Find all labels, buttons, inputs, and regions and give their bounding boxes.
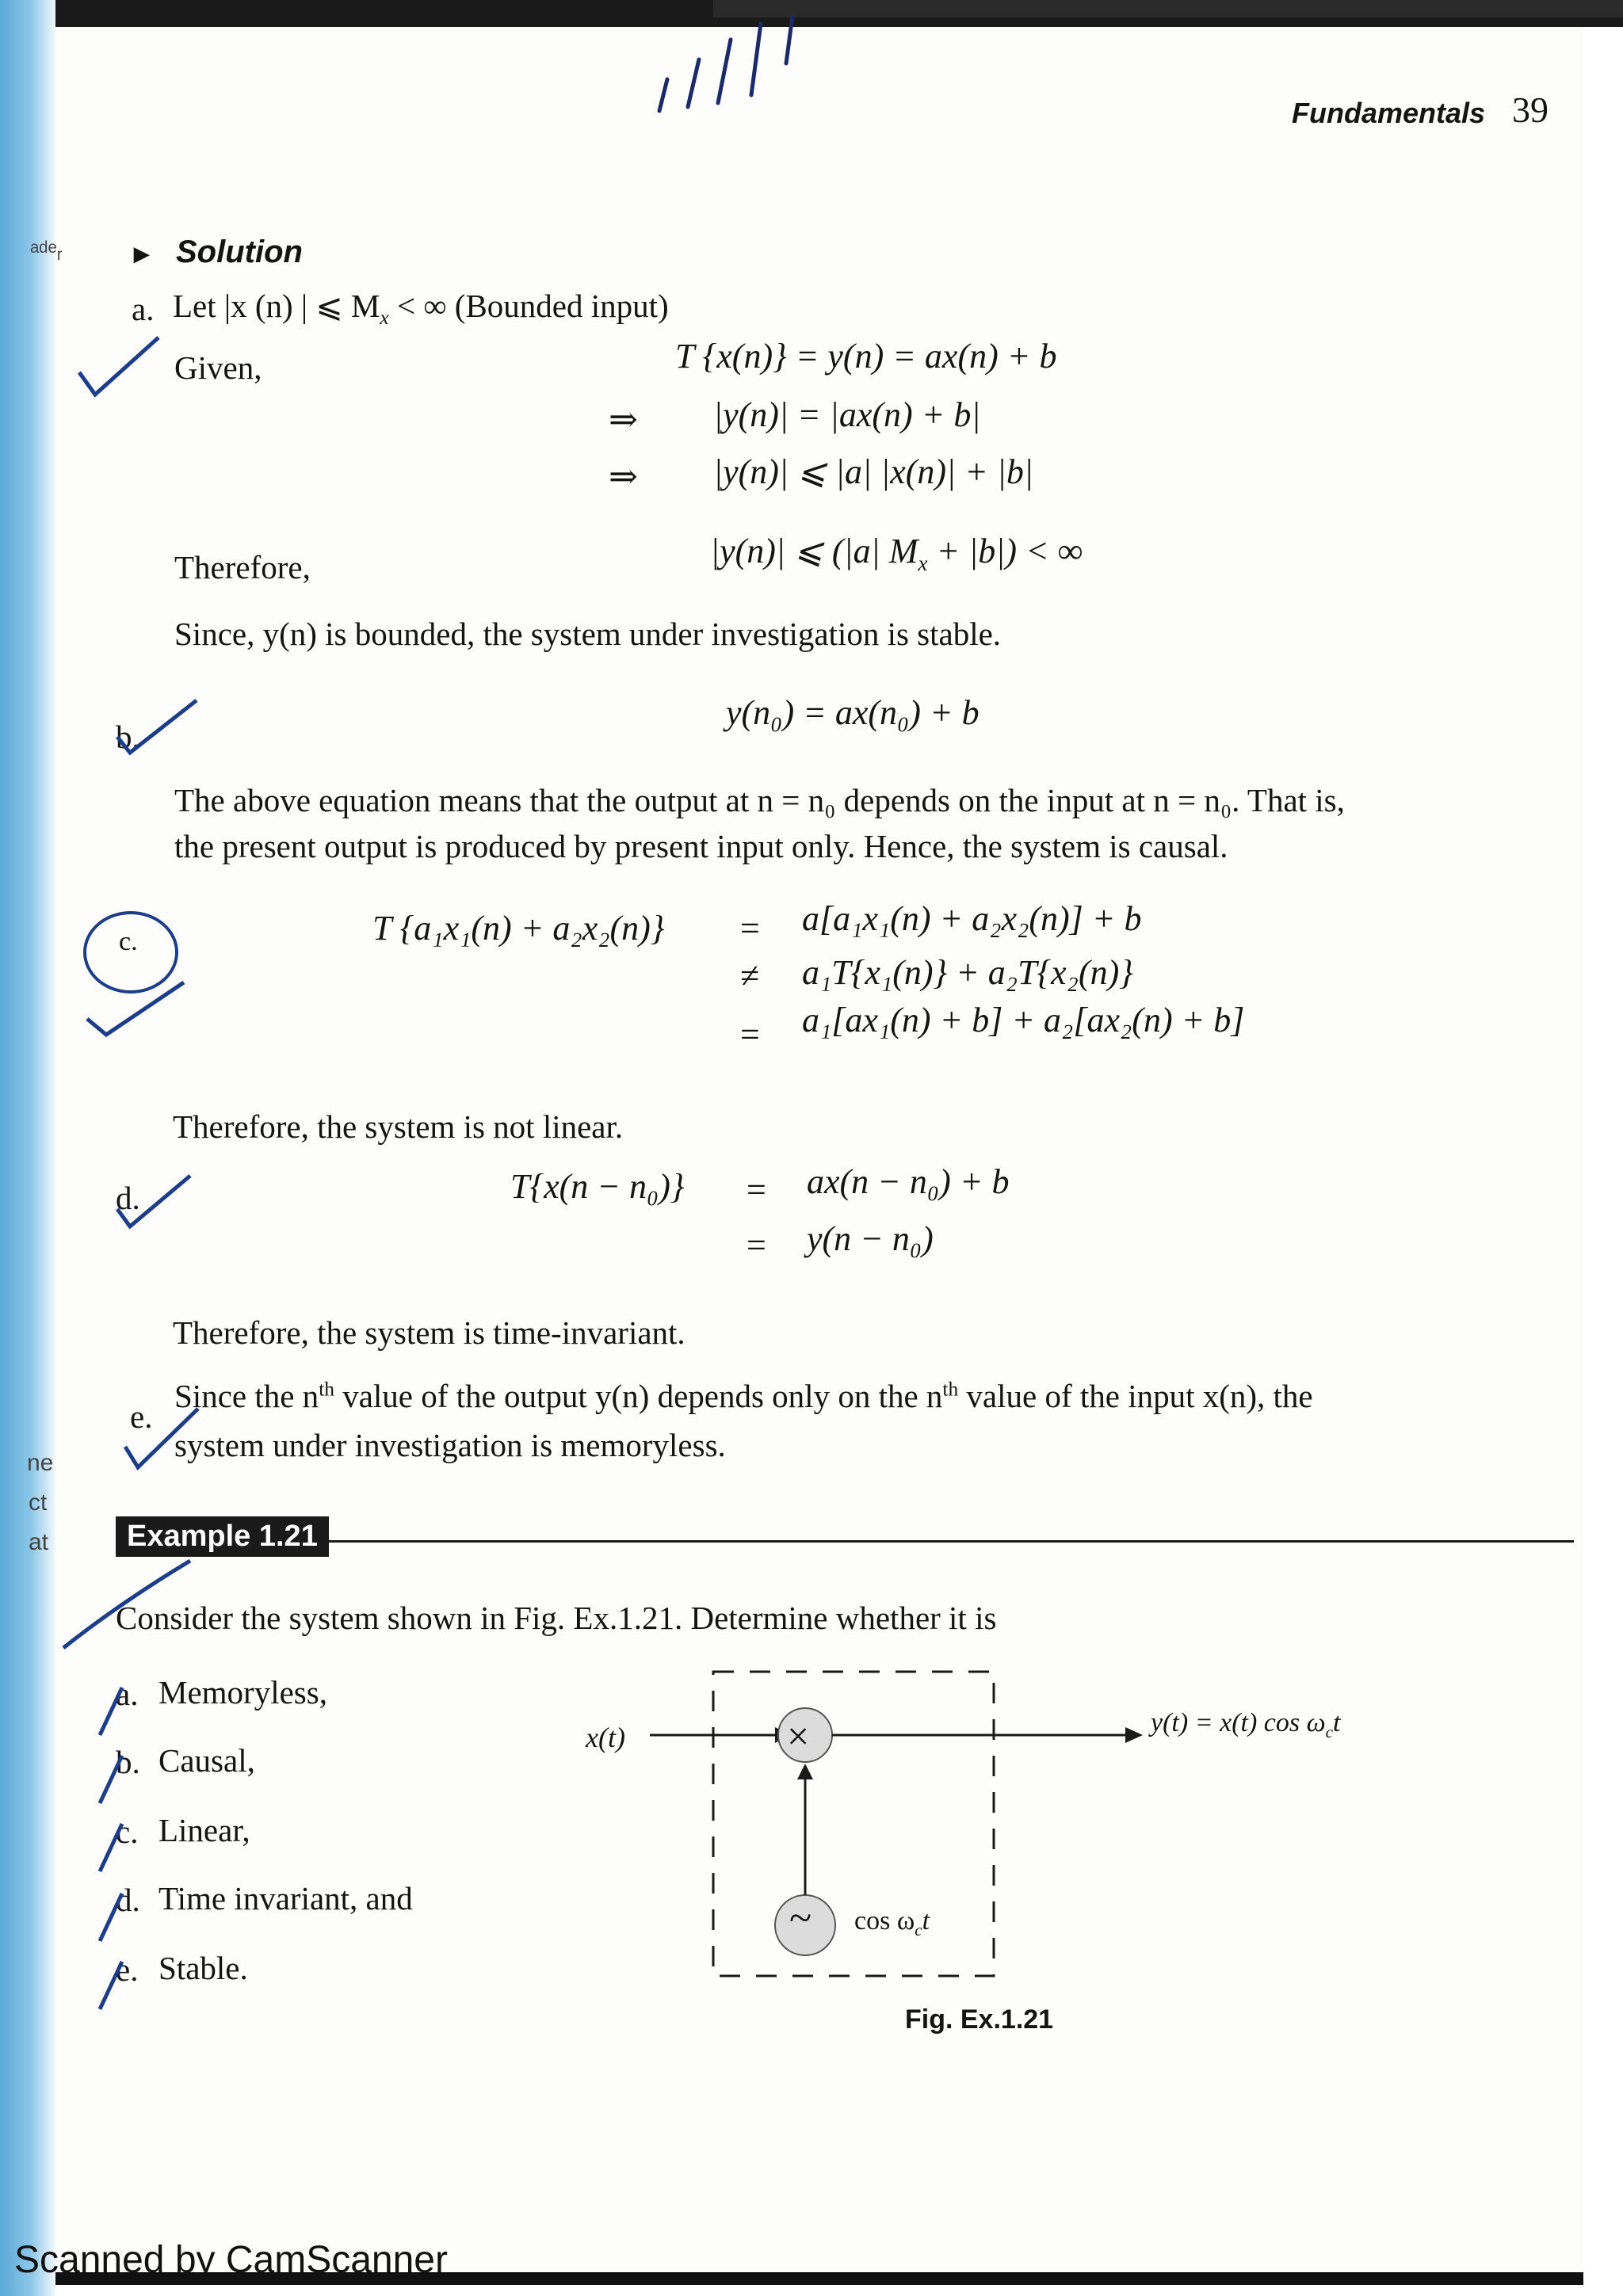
stability-conclusion: Since, y(n) is bounded, the system under investigation is stable. xyxy=(174,616,1002,652)
oscillator-label: $\cos \omega_ct$ xyxy=(854,1906,930,1939)
output-label: y(t) = x(t) $\cos \omega_ct$ xyxy=(1151,1708,1341,1741)
equation-a1: T {x(n)} = y(n) = ax(n) + b xyxy=(675,337,1057,376)
equation-d-rhs1: ax(n − n₀) + b xyxy=(807,1162,1010,1201)
equation-a2: |y(n)| = |ax(n) + b| xyxy=(713,395,981,434)
scan-left-edge xyxy=(0,0,55,2296)
equation-d-lhs: T{x(n − n₀)} xyxy=(510,1167,685,1206)
equation-d-rel1: = xyxy=(747,1170,766,1209)
margin-fragment: ct xyxy=(29,1489,48,1516)
memoryless-text-1: Since the $n^{th}$ value of the output y(n) depends only on the $n^{th}$ value of the input x(n), the xyxy=(174,1378,1313,1414)
implies-arrow: ⇒ xyxy=(609,457,638,496)
causality-text-2: the present output is produced by present input only. Hence, the system is causal. xyxy=(174,828,1228,864)
margin-fragment: ne xyxy=(27,1450,54,1476)
handwritten-circle xyxy=(79,895,198,1038)
part-e-label: e. xyxy=(130,1398,153,1435)
equation-b: y(n₀) = ax(n₀) + b xyxy=(726,693,980,732)
handwritten-check xyxy=(71,333,166,404)
equation-d-rhs2: y(n − n₀) xyxy=(807,1219,934,1258)
list-item: Causal, xyxy=(158,1742,255,1779)
example-intro: Consider the system shown in Fig. Ex.1.21. Determine whether it is xyxy=(116,1600,997,1636)
margin-fragment: at xyxy=(29,1529,49,1555)
output-arrowhead xyxy=(1125,1727,1143,1743)
handwritten-check xyxy=(111,1173,206,1236)
part-a-label: a. xyxy=(132,291,155,327)
part-d-label: d. xyxy=(116,1180,140,1216)
handwritten-check xyxy=(111,689,206,761)
part-c-label: c. xyxy=(119,927,138,956)
carrier-arrowhead xyxy=(797,1764,813,1779)
scan-top-shadow-2 xyxy=(713,0,1623,17)
equation-a4: |y(n)| ⩽ (|a| $M_x + |b|$) < ∞ xyxy=(710,532,1083,575)
equation-c-rel2: ≠ xyxy=(740,956,760,995)
equation-c-rel1: = xyxy=(740,909,760,948)
multiply-symbol: × xyxy=(787,1714,810,1758)
list-item-label: d. xyxy=(116,1882,140,1918)
block-diagram xyxy=(571,1656,1442,1997)
handwritten-check xyxy=(119,1402,214,1474)
part-b-label: b. xyxy=(116,719,140,755)
part-a-bounded-input: Let |x (n) | ⩽ $M_x$ < ∞ (Bounded input) xyxy=(173,288,669,330)
causality-text-1: The above equation means that the output at n = n₀ depends on the input at n = n₀. That is, xyxy=(174,782,1345,818)
solution-heading: Solution xyxy=(176,235,303,269)
example-tag: Example 1.21 xyxy=(116,1516,329,1557)
scanner-watermark: Scanned by CamScanner xyxy=(14,2239,448,2281)
therefore-label: Therefore, xyxy=(174,549,311,585)
memoryless-text-2: system under investigation is memoryless. xyxy=(174,1427,726,1463)
page-number: 39 xyxy=(1512,90,1549,130)
oscillator-symbol: ~ xyxy=(789,1896,812,1941)
list-item-label: b. xyxy=(116,1744,140,1780)
equation-d-rel2: = xyxy=(747,1226,766,1264)
list-item-label: e. xyxy=(116,1951,139,1988)
equation-c-rhs1: a[a₁x₁(n) + a₂x₂(n)] + b xyxy=(802,899,1142,938)
equation-c-rel3: = xyxy=(740,1015,760,1054)
equation-c-lhs: T {a₁x₁(n) + a₂x₂(n)} xyxy=(372,909,665,948)
input-label: x(t) xyxy=(586,1722,625,1753)
list-item-label: c. xyxy=(116,1814,139,1850)
implies-arrow: ⇒ xyxy=(609,400,638,439)
linearity-conclusion: Therefore, the system is not linear. xyxy=(173,1108,624,1145)
handwritten-stroke xyxy=(55,1553,198,1656)
dashed-system-boundary xyxy=(713,1672,994,1976)
list-item: Linear, xyxy=(158,1812,250,1848)
time-invariance-conclusion: Therefore, the system is time-invariant. xyxy=(173,1314,685,1351)
margin-fragment: ᵃᵈᵉᵣ xyxy=(30,238,63,264)
list-item: Time invariant, and xyxy=(158,1880,413,1917)
list-item: Memoryless, xyxy=(158,1674,327,1711)
running-header: Fundamentals xyxy=(1292,97,1486,129)
given-label: Given, xyxy=(174,349,262,386)
bullet-arrow: ► xyxy=(128,239,155,269)
equation-c-rhs2: a₁T{x₁(n)} + a₂T{x₂(n)} xyxy=(802,953,1133,992)
equation-a3: |y(n)| ⩽ |a| |x(n)| + |b| xyxy=(713,452,1033,491)
list-item: Stable. xyxy=(158,1950,248,1986)
equation-c-rhs3: a₁[ax₁(n) + b] + a₂[ax₂(n) + b] xyxy=(802,1001,1245,1039)
figure-caption: Fig. Ex.1.21 xyxy=(905,2004,1054,2035)
list-item-label: a. xyxy=(116,1676,139,1712)
handwritten-list-marks xyxy=(87,1680,135,2012)
handwritten-tally-marks xyxy=(650,16,856,119)
example-rule xyxy=(116,1540,1574,1543)
